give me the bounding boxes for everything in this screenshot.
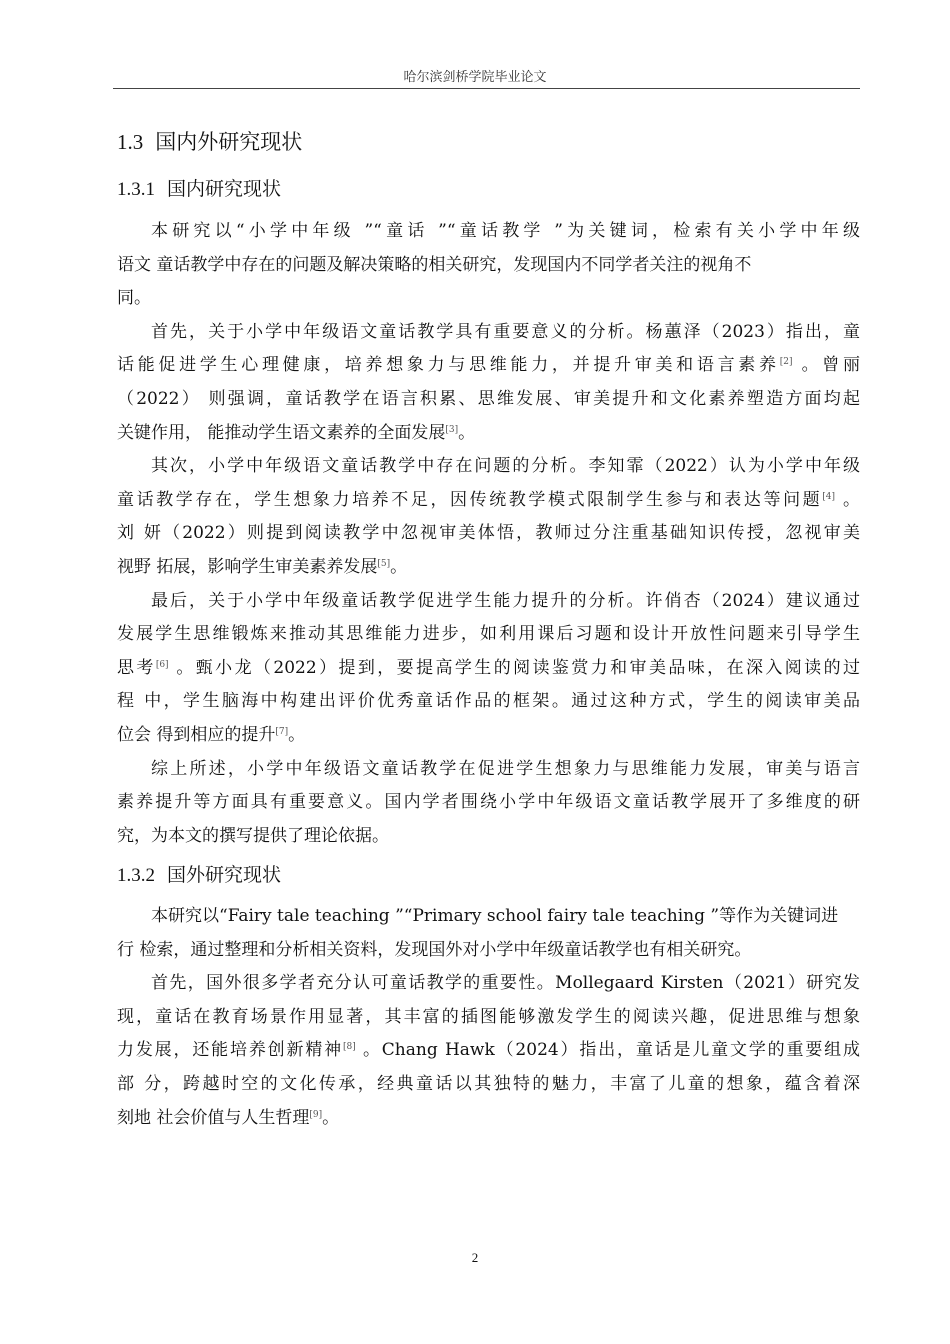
- text-line: [151, 219, 860, 243]
- text-span: 同。: [117, 288, 151, 309]
- citation-ref: [6]: [155, 659, 169, 670]
- subsection-heading-foreign: [117, 860, 281, 887]
- subsection-number: 1.3.2: [117, 865, 155, 886]
- text-span: 。: [390, 557, 408, 577]
- text-span: （2022） 则强调，童话教学在语言积累、思维发展、审美提升和文化素养塑造方面均起: [117, 389, 860, 409]
- text-span: 。: [288, 725, 306, 745]
- text-span: 话能促进学生心理健康，培养想象力与思维能力，并提升审美和语言素养: [117, 355, 780, 376]
- citation-ref: [2]: [779, 357, 793, 368]
- text-span: 思考: [117, 657, 156, 678]
- text-span: 视野 拓展，影响学生审美素养发展: [117, 557, 378, 577]
- text-span: 童话教学存在，学生想象力培养不足，因传统教学模式限制学生参与和表达等问题: [117, 489, 823, 510]
- text-line: [151, 589, 860, 613]
- text-line: [117, 1005, 860, 1029]
- text-line: [117, 353, 860, 377]
- subsection-title: 国内研究现状: [167, 178, 282, 200]
- text-line: [117, 622, 860, 646]
- text-line: [117, 689, 860, 713]
- citation-ref: [7]: [275, 727, 289, 737]
- text-line: [117, 938, 860, 962]
- text-line: [117, 790, 860, 814]
- text-line: [117, 656, 860, 680]
- text-line: [117, 286, 860, 310]
- text-span: 首先，国外很多学者充分认可童话教学的重要性。Mollegaard Kirsten（2021）研究发: [151, 973, 860, 994]
- text-span: 素养提升等方面具有重要意义。国内学者围绕小学中年级语文童话教学展开了多维度的研: [117, 792, 860, 813]
- text-span: 现，童话在教育场景作用显著，其丰富的插图能够激发学生的阅读兴趣，促进思维与想象: [117, 1006, 860, 1027]
- text-line: [151, 320, 860, 344]
- text-span: 首先，关于小学中年级语文童话教学具有重要意义的分析。杨蕙泽（2023）指出，童: [151, 321, 860, 342]
- citation-ref: [5]: [377, 559, 391, 569]
- text-line: [151, 904, 860, 928]
- text-span: 发展学生思维锻炼来推动其思维能力进步，如利用课后习题和设计开放性问题来引导学生: [117, 624, 860, 645]
- text-span: 本研究以“Fairy tale teaching ”“Primary school fairy tale teaching ”等作为关键词进: [151, 906, 839, 926]
- text-line: [117, 488, 860, 512]
- text-line: [151, 757, 860, 781]
- text-span: 。甄小龙（2022）提到，要提高学生的阅读鉴赏力和审美品味，在深入阅读的过: [168, 657, 860, 678]
- text-span: 。Chang Hawk（2024）指出，童话是儿童文学的重要组成: [355, 1040, 860, 1061]
- page-number: 2: [471, 1250, 479, 1265]
- text-span: 关键作用， 能推动学生语文素养的全面发展: [117, 422, 446, 443]
- text-span: 。: [458, 422, 476, 443]
- text-span: 位会 得到相应的提升: [117, 725, 276, 745]
- text-span: 综上所述，小学中年级语文童话教学在促进学生想象力与思维能力发展，审美与语言: [151, 758, 860, 779]
- text-span: 程 中，学生脑海中构建出评价优秀童话作品的框架。通过这种方式，学生的阅读审美品: [117, 691, 860, 712]
- text-line: [117, 1038, 860, 1062]
- text-span: 语文 童话教学中存在的问题及解决策略的相关研究，发现国内不同学者关注的视角不: [117, 254, 752, 275]
- text-span: 行 检索，通过整理和分析相关资料，发现国外对小学中年级童话教学也有相关研究。: [117, 939, 752, 960]
- text-span: 。: [835, 489, 860, 510]
- header-divider: [113, 88, 860, 89]
- text-line: [117, 723, 860, 747]
- citation-ref: [3]: [445, 424, 459, 435]
- text-line: [117, 555, 860, 579]
- text-line: [151, 971, 860, 995]
- section-number: 1.3: [117, 130, 144, 154]
- subsection-title: 国外研究现状: [167, 864, 282, 886]
- citation-ref: [8]: [342, 1042, 356, 1053]
- text-span: 究，为本文的撰写提供了理论依据。: [117, 825, 389, 846]
- text-span: 力发展，还能培养创新精神: [117, 1040, 343, 1061]
- text-line: [117, 824, 860, 848]
- text-span: 其次，小学中年级语文童话教学中存在问题的分析。李知霏（2022）认为小学中年级: [151, 456, 860, 477]
- text-span: 本研究以“小学中年级 ”“童话 ”“童话教学 ”为关键词，检索有关小学中年级: [151, 221, 860, 241]
- subsection-number: 1.3.1: [117, 179, 155, 200]
- text-span: 。: [322, 1107, 340, 1128]
- text-span: 部 分，跨越时空的文化传承，经典童话以其独特的魅力，丰富了儿童的想象，蕴含着深: [117, 1074, 860, 1094]
- citation-ref: [9]: [309, 1109, 323, 1120]
- citation-ref: [4]: [822, 491, 836, 502]
- text-line: [151, 454, 860, 478]
- section-heading: [117, 126, 302, 156]
- text-span: 刘 妍（2022）则提到阅读教学中忽视审美体悟，教师过分注重基础知识传授，忽视审美: [117, 523, 860, 544]
- text-line: [117, 253, 860, 277]
- section-title: 国内外研究现状: [155, 130, 303, 154]
- text-line: [117, 1106, 860, 1130]
- text-line: [117, 521, 860, 545]
- text-line: [117, 387, 860, 411]
- text-span: 刻地 社会价值与人生哲理: [117, 1107, 310, 1128]
- text-line: [117, 1072, 860, 1096]
- subsection-heading-domestic: [117, 174, 281, 201]
- text-span: 最后，关于小学中年级童话教学促进学生能力提升的分析。许俏杏（2024）建议通过: [151, 590, 860, 611]
- text-line: [117, 421, 860, 445]
- text-span: 。曾丽: [792, 355, 860, 376]
- running-header: 哈尔滨剑桥学院毕业论文: [403, 70, 547, 85]
